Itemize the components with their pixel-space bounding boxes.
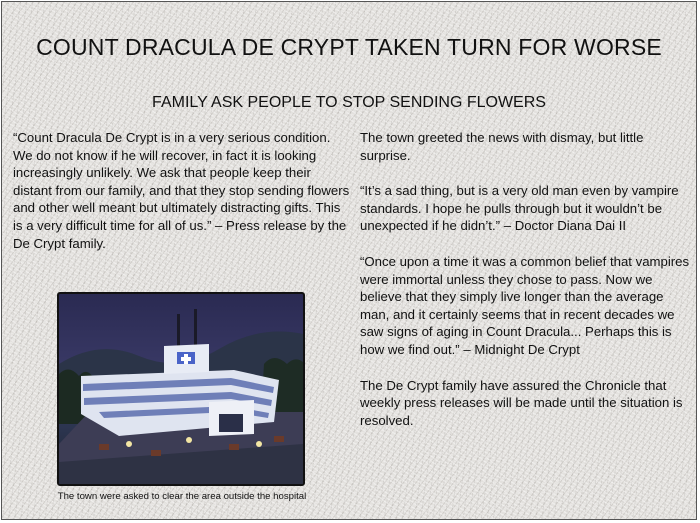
article-paragraph: “Once upon a time it was a common belief that vampires were immortal unless they chose to pass. Now we believe that they simply live longer than the average man, and it certainly seems that in recent decades we saw signs of aging in Count Dracula... Perhaps this is how we find out.” – Midnight De Crypt — [360, 253, 690, 357]
subheadline: FAMILY ASK PEOPLE TO STOP SENDING FLOWERS — [152, 94, 546, 111]
right-column — [360, 129, 692, 447]
hospital-night-illustration — [59, 294, 303, 484]
press-release-paragraph: “Count Dracula De Crypt is in a very serious condition. We do not know if he will recover, in fact it is looking increasingly unlikely. We ask that people keep their distant from our family, and that they stop sending flowers and other well meant but ultimately distracting gifts. This is a very difficult time for all of us.” – Press release by the De Crypt family. — [13, 130, 350, 251]
street-light — [186, 437, 192, 443]
street-light — [256, 441, 262, 447]
planter — [151, 450, 161, 456]
hospital-photo — [57, 292, 305, 486]
left-column — [13, 129, 351, 270]
article-paragraph: “It’s a sad thing, but is a very old man even by vampire standards. I hope he pulls through but it wouldn’t be unexpected if he didn’t.” – Doctor Diana Dai II — [360, 183, 679, 234]
planter — [99, 444, 109, 450]
newspaper-slide — [1, 1, 697, 520]
planter — [274, 436, 284, 442]
headline: COUNT DRACULA DE CRYPT TAKEN TURN FOR WORSE — [36, 34, 662, 60]
planter — [229, 444, 239, 450]
article-paragraph: The town greeted the news with dismay, but little surprise. — [360, 130, 644, 163]
street-light — [126, 441, 132, 447]
article-paragraph: The De Crypt family have assured the Chronicle that weekly press releases will be made until the situation is resolved. — [360, 377, 683, 428]
photo-caption: The town were asked to clear the area outside the hospital — [57, 491, 307, 502]
entrance-door — [219, 414, 243, 432]
